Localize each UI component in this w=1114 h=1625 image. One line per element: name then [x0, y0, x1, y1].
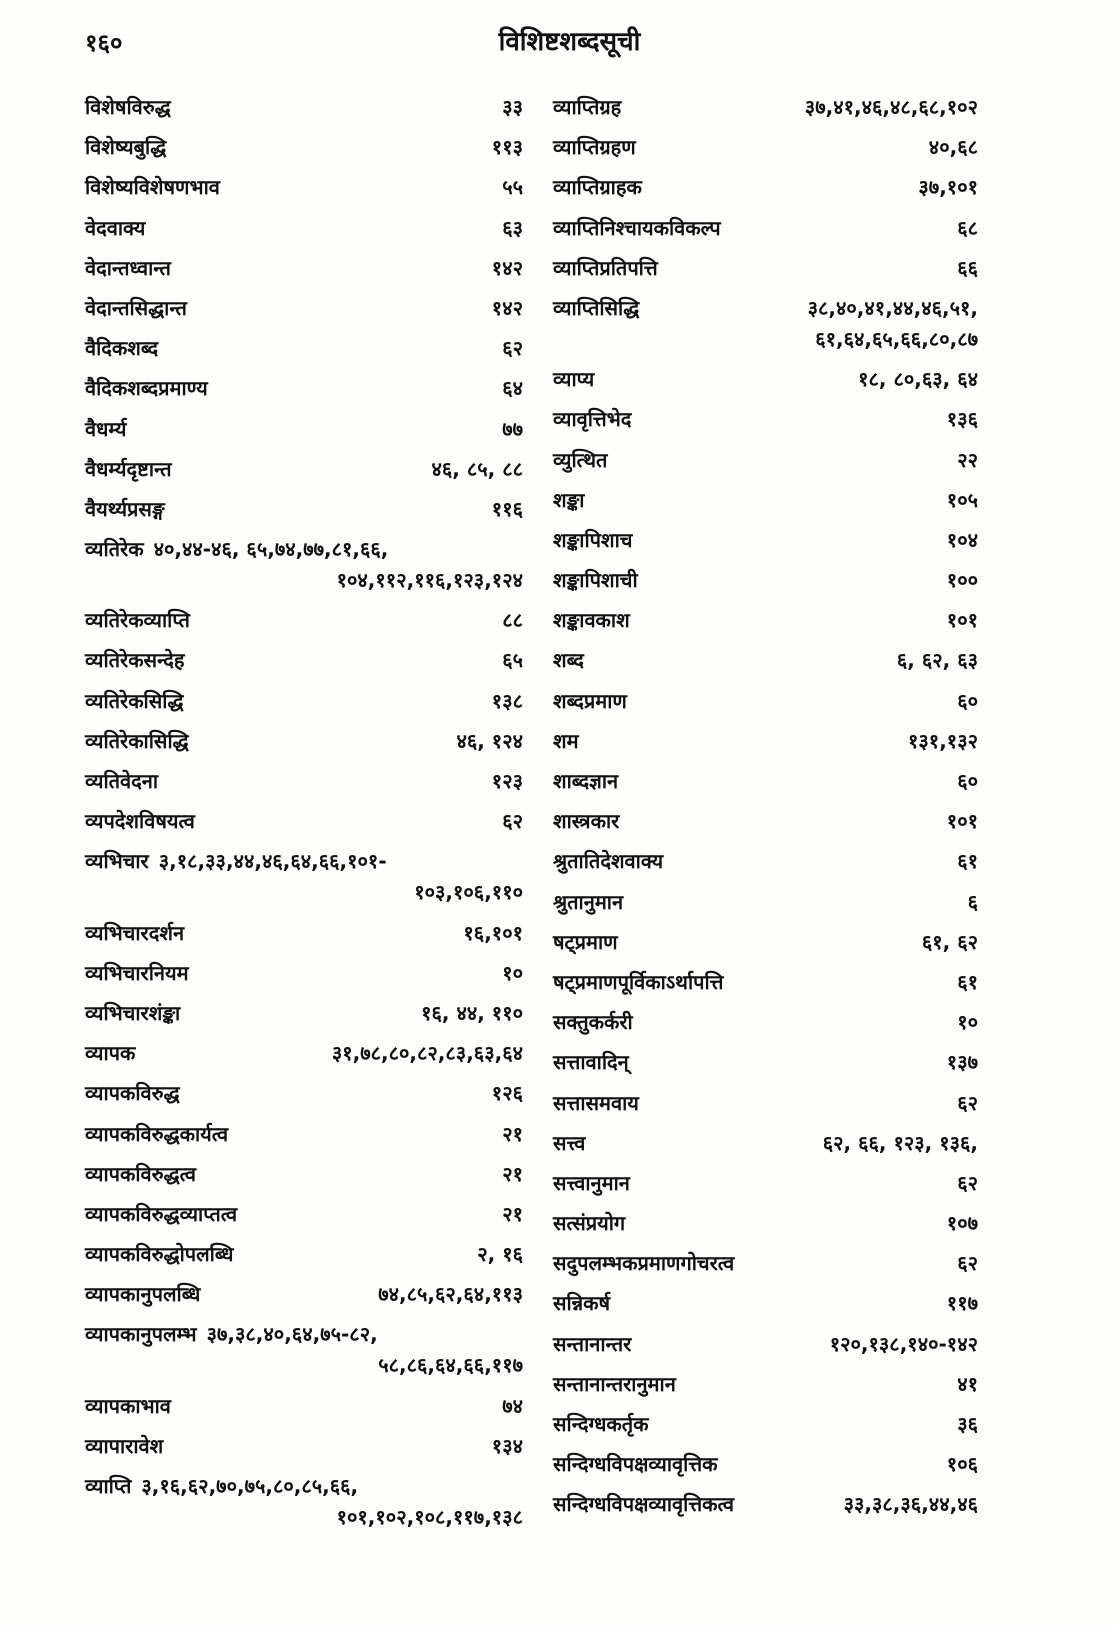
- index-page-refs: ११७: [946, 1291, 978, 1316]
- index-term: व्यापकविरुद्धकार्यत्व: [85, 1121, 229, 1146]
- index-entry: [85, 257, 523, 279]
- index-term: सत्तासमवाय: [553, 1090, 639, 1115]
- index-page-refs-continued: १०१,१०२,१०८,११७,१३८: [336, 1505, 523, 1529]
- index-page-refs: ६२: [957, 1170, 978, 1195]
- index-entry: [85, 1475, 523, 1528]
- index-term: व्याप्तिप्रतिपत्ति: [553, 255, 658, 280]
- index-page-refs: १३७: [946, 1050, 978, 1075]
- index-page-refs: ३८,४०,४१,४४,४६,५१,: [807, 295, 978, 320]
- index-entry: [85, 690, 523, 712]
- index-page-refs: २, १६: [477, 1242, 523, 1267]
- index-term: वेदान्तसिद्धान्त: [85, 295, 187, 320]
- index-entry: [85, 1203, 523, 1225]
- index-entry: [85, 418, 523, 440]
- index-term: श्रुतानुमान: [553, 889, 624, 914]
- index-page-refs-continued: ६१,६४,६५,६६,८०,८७: [815, 326, 978, 351]
- index-entry: [85, 649, 523, 671]
- index-term: सन्निकर्ष: [553, 1291, 611, 1316]
- index-term: व्यापारावेश: [85, 1433, 164, 1458]
- index-entry: [85, 1123, 523, 1145]
- index-term: सन्तानान्तर: [553, 1331, 632, 1356]
- index-page-refs: ६३: [502, 215, 523, 240]
- index-term: वेदवाक्य: [85, 215, 146, 240]
- index-term: शाब्दज्ञान: [553, 769, 619, 793]
- index-term: विशेषविरुद्ध: [85, 95, 171, 119]
- index-term: सदुपलम्भकप्रमाणगोचरत्व: [553, 1251, 735, 1276]
- index-entry: [553, 529, 978, 551]
- index-page-refs: ६२: [502, 336, 523, 361]
- index-term: व्युत्थित: [553, 447, 608, 472]
- index-entry: [553, 368, 978, 390]
- index-term: व्यापकाभाव: [85, 1393, 171, 1418]
- index-term: व्यभिचारनियम: [85, 960, 189, 985]
- index-page-refs: १०५: [946, 487, 978, 512]
- index-page-refs: २२: [957, 447, 978, 472]
- index-page-refs: ६४: [502, 376, 523, 401]
- index-term: व्यभिचारशंङ्का: [85, 1000, 181, 1025]
- index-term: शब्द: [553, 648, 584, 673]
- index-page-refs: ३३,३८,३६,४४,४६: [843, 1492, 978, 1517]
- index-term: व्याप्तिसिद्धि: [553, 295, 640, 320]
- index-term: व्याप्य: [553, 367, 595, 392]
- index-page-refs: १८, ८०,६३, ६४: [858, 367, 978, 392]
- index-page-refs: ६८: [957, 215, 978, 240]
- page-title: विशिष्टशब्दसूची: [498, 27, 641, 57]
- index-page-refs: ३,१६,६२,७०,७५,८०,८५,६६,: [141, 1474, 359, 1498]
- index-entry: [553, 770, 978, 792]
- index-term: सक्तुकर्करी: [553, 1010, 633, 1035]
- index-term: वैधर्म्य: [85, 416, 127, 441]
- index-term: शङ्कावकाश: [553, 608, 630, 633]
- index-term: व्याप्तिग्रहण: [553, 135, 636, 160]
- index-column-left: [85, 96, 523, 1546]
- index-entry: [85, 217, 523, 239]
- index-entry: [553, 1413, 978, 1435]
- index-page-refs: ३७,३८,४०,६४,७५-८२,: [206, 1322, 378, 1347]
- index-page-refs: २१: [502, 1161, 523, 1186]
- index-entry: [553, 1051, 978, 1073]
- index-page-refs: १२०,१३८,१४०-१४२: [829, 1331, 978, 1356]
- index-term: व्यतिरेक: [85, 537, 144, 562]
- index-entry: [553, 257, 978, 279]
- index-entry: [85, 498, 523, 520]
- index-term: सत्तावादिन्: [553, 1050, 629, 1075]
- index-entry: [85, 770, 523, 792]
- index-page-refs: ४६, ८५, ८८: [431, 456, 523, 481]
- index-entry: [553, 1493, 978, 1515]
- index-entry: [85, 297, 523, 319]
- index-entry: [553, 136, 978, 158]
- index-entry: [553, 217, 978, 239]
- index-page-refs: १६,१०१: [463, 920, 523, 945]
- index-page-refs: ६२: [957, 1090, 978, 1115]
- index-entry: [553, 1333, 978, 1355]
- index-term: विशेष्यबुद्धि: [85, 135, 167, 160]
- index-page-refs: ६१: [957, 969, 978, 994]
- index-page-refs: ६२, ६६, १२३, १३६,: [822, 1130, 978, 1155]
- index-term: व्यतिरेकसन्देह: [85, 648, 185, 673]
- index-entry: [553, 971, 978, 993]
- index-page-refs: ६०: [957, 769, 978, 793]
- index-page-refs: १०१: [946, 608, 978, 633]
- page-header: [85, 22, 1054, 62]
- index-page-refs: ६१: [957, 849, 978, 874]
- index-page-refs: ४१: [957, 1371, 978, 1396]
- index-entry: [553, 489, 978, 511]
- index-term: व्याप्तिनिश्चायकविकल्प: [553, 215, 721, 240]
- index-term: व्यापकविरुद्ध: [85, 1081, 180, 1106]
- index-term: व्यपदेशविषयत्व: [85, 809, 195, 834]
- index-page-refs: १३८: [491, 688, 523, 713]
- index-page-refs: ११६: [491, 496, 523, 521]
- index-page-refs: १३१,१३२: [908, 728, 978, 753]
- index-page-refs: ७४: [502, 1393, 523, 1418]
- index-page-refs-continued: १०४,११२,११६,१२३,१२४: [336, 568, 523, 593]
- index-page-refs: ६१, ६२: [921, 929, 978, 954]
- index-entry: [85, 1042, 523, 1064]
- index-entry: [553, 1453, 978, 1475]
- index-entry: [553, 690, 978, 712]
- index-entry: [553, 408, 978, 430]
- index-page-refs: १३६: [946, 407, 978, 432]
- index-page-refs: १६, ४४, ११०: [421, 1000, 523, 1025]
- index-entry: [553, 1252, 978, 1274]
- index-term: सत्त्व: [553, 1130, 586, 1155]
- index-entry: [85, 96, 523, 118]
- index-term: व्यतिरेकव्याप्ति: [85, 608, 190, 633]
- index-page-refs: ३१,७८,८०,८२,८३,६३,६४: [331, 1041, 523, 1066]
- index-term: सन्दिग्धविपक्षव्यावृत्तिकत्व: [553, 1492, 734, 1517]
- index-term: व्यावृत्तिभेद: [553, 407, 632, 432]
- index-page-refs: ४६, १२४: [456, 728, 523, 753]
- index-page-refs: १००: [946, 568, 978, 593]
- index-page-refs: १०१: [946, 809, 978, 834]
- index-entry: [85, 337, 523, 359]
- index-term: व्यभिचारदर्शन: [85, 920, 185, 945]
- index-page-refs: १०६: [946, 1452, 978, 1477]
- index-term: श्रुतातिदेशवाक्य: [553, 849, 664, 874]
- index-entry: [85, 176, 523, 198]
- index-entry: [85, 538, 523, 591]
- index-term: व्यापकविरुद्धव्याप्तत्व: [85, 1201, 238, 1226]
- index-entry: [85, 609, 523, 631]
- index-term: शब्दप्रमाण: [553, 688, 627, 713]
- index-page-refs: १०४: [946, 527, 978, 552]
- index-page-refs: १३४: [491, 1433, 523, 1458]
- index-term: वैयर्थ्यप्रसङ्ग: [85, 496, 165, 521]
- index-page-refs-continued: १०३,१०६,११०: [414, 880, 523, 905]
- index-page-refs: १२६: [491, 1081, 523, 1106]
- index-entry: [553, 1132, 978, 1154]
- index-page-refs: ३६: [957, 1412, 978, 1436]
- index-entry: [85, 1082, 523, 1104]
- index-entry: [553, 1373, 978, 1395]
- index-page-refs: ३३: [502, 95, 523, 119]
- index-page-refs: ६५: [502, 648, 523, 673]
- index-entry: [553, 96, 978, 118]
- index-term: सत्संप्रयोग: [553, 1211, 626, 1236]
- index-term: व्याप्ति: [85, 1474, 132, 1498]
- index-entry: [553, 569, 978, 591]
- index-entry: [85, 810, 523, 832]
- index-term: षट्प्रमाण: [553, 929, 618, 954]
- index-entry: [553, 1292, 978, 1314]
- index-entry: [553, 931, 978, 953]
- index-term: व्यतिरेकासिद्धि: [85, 728, 189, 753]
- index-page-refs: २१: [502, 1201, 523, 1226]
- index-entry: [553, 609, 978, 631]
- index-page-refs: ७७: [502, 416, 523, 441]
- index-term: व्यापकविरुद्धोपलब्धि: [85, 1242, 234, 1267]
- index-term: शङ्कापिशाच: [553, 527, 633, 552]
- index-entry: [85, 1435, 523, 1457]
- index-entry: [553, 810, 978, 832]
- index-term: व्यापकानुपलब्धि: [85, 1282, 201, 1307]
- index-term: व्यापकानुपलम्भ: [85, 1322, 197, 1347]
- index-term: शम: [553, 728, 579, 753]
- index-page-refs: ६२: [502, 809, 523, 834]
- index-term: शङ्का: [553, 487, 585, 512]
- index-page-refs: २१: [502, 1121, 523, 1146]
- index-term: शङ्कापिशाची: [553, 568, 638, 593]
- index-term: सत्त्वानुमान: [553, 1170, 630, 1195]
- index-entry: [553, 1092, 978, 1114]
- index-entry: [553, 850, 978, 872]
- index-entry: [85, 1323, 523, 1376]
- index-page-refs: ६२: [957, 1251, 978, 1276]
- index-page-refs: ३७,१०१: [918, 175, 978, 200]
- index-term: विशेष्यविशेषणभाव: [85, 175, 220, 200]
- index-page-refs: ६: [967, 889, 978, 914]
- index-entry: [85, 1002, 523, 1024]
- index-entry: [85, 922, 523, 944]
- index-term: षट्प्रमाणपूर्विकाऽर्थापत्ति: [553, 969, 724, 994]
- index-entry: [553, 1212, 978, 1234]
- index-entry: [553, 176, 978, 198]
- index-page-refs: ११३: [491, 135, 523, 160]
- page-number: १६०: [85, 29, 123, 57]
- index-page-refs: ४०,४४-४६, ६५,७४,७७,८१,६६,: [153, 537, 389, 562]
- index-entry: [85, 850, 523, 903]
- index-term: व्यभिचार: [85, 849, 149, 874]
- index-page-refs: ६०: [957, 688, 978, 713]
- index-page-refs: ५५: [502, 175, 523, 200]
- index-term: व्यतिवेदना: [85, 769, 159, 793]
- index-entry: [553, 1011, 978, 1033]
- index-page-refs: ३७,४१,४६,४८,६८,१०२: [804, 95, 978, 119]
- index-term: सन्तानान्तरानुमान: [553, 1371, 676, 1396]
- index-entry: [85, 962, 523, 984]
- index-entry: [85, 458, 523, 480]
- index-page-refs: ४०,६८: [928, 135, 978, 160]
- index-term: वैधर्म्यदृष्टान्त: [85, 456, 172, 481]
- index-page-refs: १०७: [946, 1211, 978, 1236]
- index-entry: [553, 449, 978, 471]
- index-entry: [553, 891, 978, 913]
- index-entry: [85, 1283, 523, 1305]
- index-entry: [553, 649, 978, 671]
- index-page-refs: ८८: [502, 608, 523, 633]
- index-term: व्याप्तिग्राहक: [553, 175, 642, 200]
- index-term: वैदिकशब्दप्रमाण्य: [85, 376, 208, 401]
- index-page-refs-continued: ५८,८६,६४,६६,११७: [378, 1353, 523, 1378]
- index-page-refs: ७४,८५,६२,६४,११३: [378, 1282, 523, 1307]
- index-entry: [85, 730, 523, 752]
- index-entry: [553, 730, 978, 752]
- index-entry: [553, 297, 978, 350]
- index-page-refs: १४२: [491, 295, 523, 320]
- index-term: शास्त्रकार: [553, 809, 620, 834]
- index-entry: [85, 1163, 523, 1185]
- index-entry: [85, 136, 523, 158]
- index-term: सन्दिग्धविपक्षव्यावृत्तिक: [553, 1452, 718, 1477]
- index-page-refs: १०: [502, 960, 523, 985]
- index-term: व्यापक: [85, 1041, 136, 1066]
- index-term: सन्दिग्धकर्तृक: [553, 1412, 649, 1436]
- index-page-refs: १४२: [491, 255, 523, 280]
- index-entry: [85, 1243, 523, 1265]
- index-column-right: [553, 96, 978, 1534]
- index-page-refs: ६६: [957, 255, 978, 280]
- index-term: व्यापकविरुद्धत्व: [85, 1161, 196, 1186]
- index-entry: [553, 1172, 978, 1194]
- index-term: व्यतिरेकसिद्धि: [85, 688, 184, 713]
- index-term: वेदान्तध्वान्त: [85, 255, 171, 280]
- index-term: वैदिकशब्द: [85, 336, 159, 361]
- index-page-refs: १२३: [491, 769, 523, 793]
- index-entry: [85, 377, 523, 399]
- index-page-refs: १०: [957, 1010, 978, 1035]
- index-entry: [85, 1395, 523, 1417]
- index-page-refs: ६, ६२, ६३: [896, 648, 978, 673]
- index-page-refs: ३,१८,३३,४४,४६,६४,६६,१०१-: [158, 849, 387, 874]
- index-term: व्याप्तिग्रह: [553, 95, 622, 119]
